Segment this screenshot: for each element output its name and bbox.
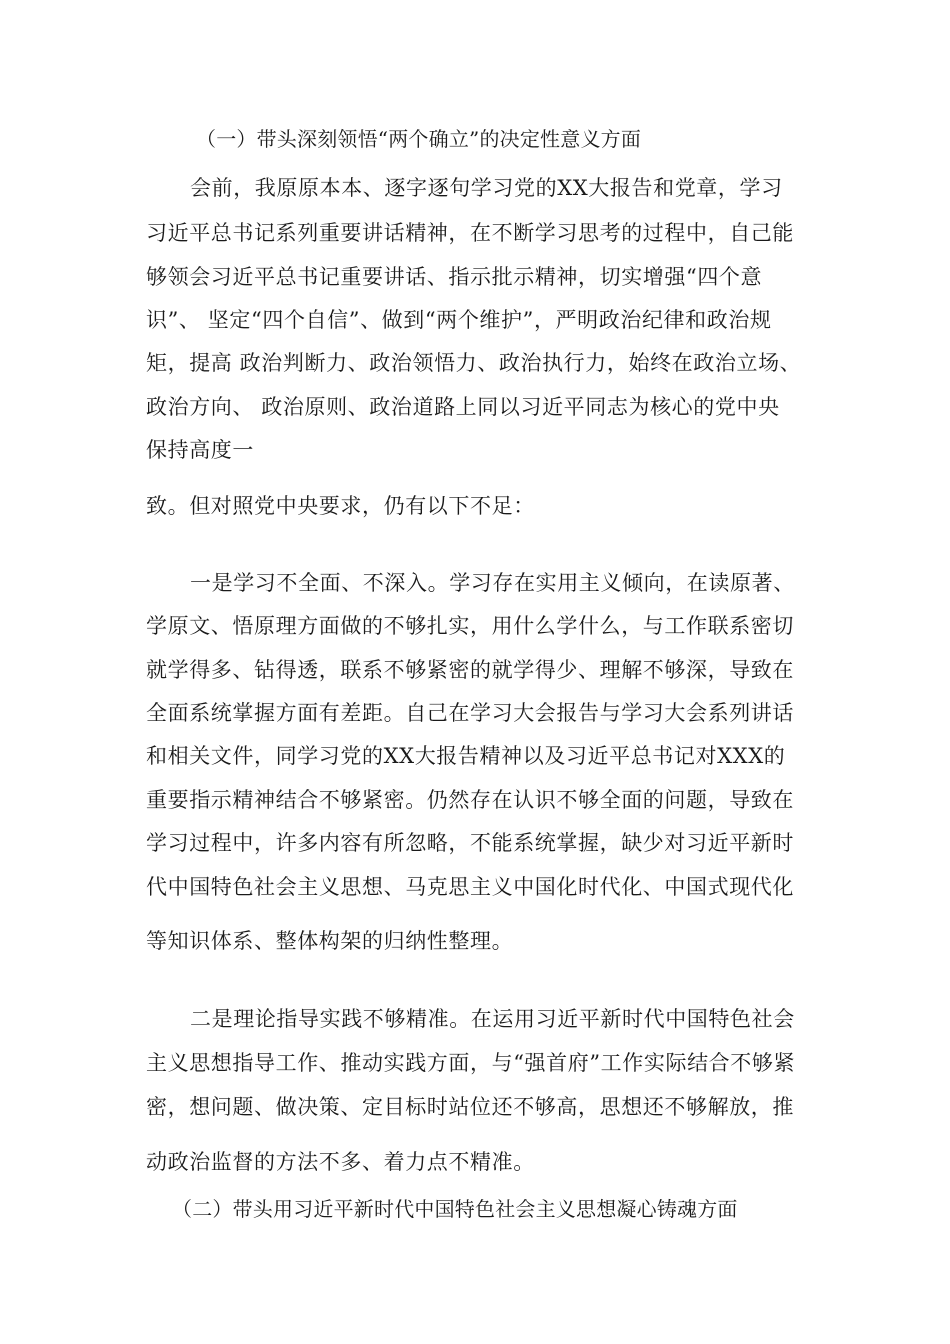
paragraph-line: 学原文、悟原理方面做的不够扎实，用什么学什么，与工作联系密切 [146, 614, 794, 638]
paragraph-line: 全面系统掌握方面有差距。自己在学习大会报告与学习大会系列讲话 [146, 701, 794, 725]
paragraph-line: 矩，提高 政治判断力、政治领悟力、政治执行力，始终在政治立场、 [146, 351, 802, 375]
paragraph-line: 政治方向、 政治原则、政治道路上同以习近平同志为核心的党中央 [146, 395, 780, 419]
section-heading-1: （一）带头深刻领悟“两个确立”的决定性意义方面 [196, 127, 642, 151]
paragraph-line: 识”、 坚定“四个自信”、做到“两个维护”，严明政治纪律和政治规 [146, 308, 772, 332]
paragraph-line: 动政治监督的方法不多、着力点不精准。 [146, 1150, 535, 1174]
paragraph-line: 会前，我原原本本、逐字逐句学习党的XX大报告和党章，学习 [190, 176, 783, 200]
paragraph-line: 重要指示精神结合不够紧密。仍然存在认识不够全面的问题，导致在 [146, 788, 794, 812]
section-heading-2: （二）带头用习近平新时代中国特色社会主义思想凝心铸魂方面 [172, 1197, 738, 1221]
paragraph-line: 保持高度一 [146, 438, 254, 462]
paragraph-line: 二是理论指导实践不够精准。在运用习近平新时代中国特色社会 [190, 1007, 795, 1031]
paragraph-line: 主义思想指导工作、推动实践方面，与“强首府”工作实际结合不够紧 [146, 1051, 796, 1075]
paragraph-line: 习近平总书记系列重要讲话精神，在不断学习思考的过程中，自己能 [146, 221, 794, 245]
paragraph-line: 代中国特色社会主义思想、马克思主义中国化时代化、中国式现代化 [146, 875, 794, 899]
paragraph-line: 就学得多、钻得透，联系不够紧密的就学得少、理解不够深，导致在 [146, 658, 794, 682]
paragraph-line: 致。但对照党中央要求，仍有以下不足： [146, 494, 535, 518]
paragraph-line: 密，想问题、做决策、定目标时站位还不够高，思想还不够解放，推 [146, 1095, 794, 1119]
paragraph-line: 学习过程中，许多内容有所忽略，不能系统掌握，缺少对习近平新时 [146, 831, 794, 855]
paragraph-line: 一是学习不全面、不深入。学习存在实用主义倾向，在读原著、 [190, 571, 795, 595]
paragraph-line: 和相关文件，同学习党的XX大报告精神以及习近平总书记对XXX的 [146, 744, 786, 768]
paragraph-line: 等知识体系、整体构架的归纳性整理。 [146, 929, 514, 953]
paragraph-line: 够领会习近平总书记重要讲话、指示批示精神，切实增强“四个意 [146, 265, 763, 289]
